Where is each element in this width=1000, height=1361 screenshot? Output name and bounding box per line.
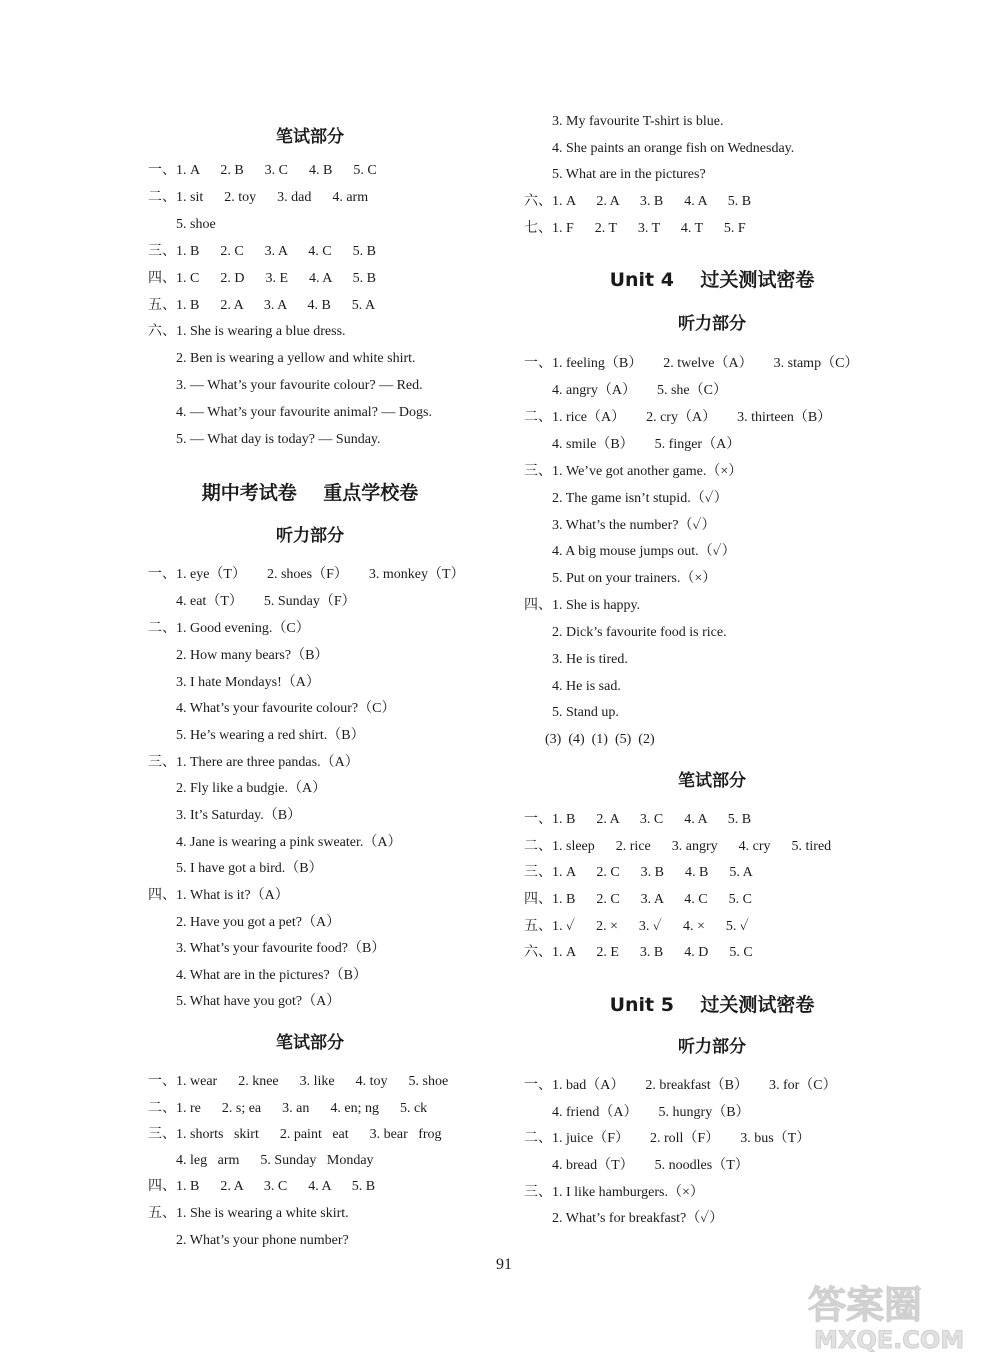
- answer-line: 3. — What’s your favourite colour? — Red.: [148, 378, 423, 393]
- answer-line: 二、1. rice（A） 2. cry（A） 3. thirteen（B）: [524, 410, 832, 425]
- answer-line: 一、1. eye（T） 2. shoes（F） 3. monkey（T）: [148, 567, 465, 582]
- answer-line: 4. What are in the pictures?（B）: [148, 968, 368, 983]
- answer-line: 二、1. sit 2. toy 3. dad 4. arm: [148, 190, 369, 205]
- answer-line: 四、1. What is it?（A）: [148, 888, 289, 903]
- watermark-logo: [800, 1270, 995, 1355]
- answer-line: 4. What’s your favourite colour?（C）: [148, 701, 396, 716]
- answer-line: 五、1. She is wearing a white skirt.: [148, 1206, 349, 1221]
- answer-line: 六、1. A 2. E 3. B 4. D 5. C: [524, 945, 753, 960]
- answer-line: 二、1. re 2. s; ea 3. an 4. en; ng 5. ck: [148, 1101, 428, 1116]
- answer-line: 3. I hate Mondays!（A）: [148, 675, 320, 690]
- answer-line: 三、1. There are three pandas.（A）: [148, 755, 359, 770]
- answer-line: 5. I have got a bird.（B）: [148, 861, 323, 876]
- answer-line: 5. Put on your trainers.（×）: [524, 571, 717, 586]
- answer-line: 4. leg arm 5. Sunday Monday: [148, 1153, 374, 1168]
- answer-line: 四、1. B 2. C 3. A 4. C 5. C: [524, 892, 752, 907]
- answer-line: 一、1. B 2. A 3. C 4. A 5. B: [524, 812, 752, 827]
- answer-line: 一、1. bad（A） 2. breakfast（B） 3. for（C）: [524, 1078, 837, 1093]
- answer-line: 一、1. feeling（B） 2. twelve（A） 3. stamp（C）: [524, 356, 859, 371]
- answer-line: 2. Have you got a pet?（A）: [148, 915, 341, 930]
- answer-line: 4. She paints an orange fish on Wednesday.: [524, 141, 795, 156]
- answer-line: 一、1. A 2. B 3. C 4. B 5. C: [148, 163, 377, 178]
- answer-line: 三、1. shorts skirt 2. paint eat 3. bear frog: [148, 1127, 442, 1142]
- watermark-text-url: MXQE.COM: [814, 1326, 965, 1354]
- answer-line: 3. What’s your favourite food?（B）: [148, 941, 386, 956]
- answer-line: 2. What’s for breakfast?（✓）: [524, 1211, 724, 1226]
- answer-line: 4. friend（A） 5. hungry（B）: [524, 1105, 750, 1120]
- section-title: 期中考试卷 重点学校卷: [201, 482, 419, 504]
- answer-line: 4. smile（B） 5. finger（A）: [524, 437, 741, 452]
- answer-line: 二、1. sleep 2. rice 3. angry 4. cry 5. tired: [524, 839, 832, 854]
- answer-line: 5. Stand up.: [524, 705, 619, 720]
- answer-line: 四、1. She is happy.: [524, 598, 641, 613]
- answer-line: 2. The game isn’t stupid.（✓）: [524, 491, 728, 506]
- answer-line: 4. Jane is wearing a pink sweater.（A）: [148, 835, 402, 850]
- answer-line: 五、1. B 2. A 3. A 4. B 5. A: [148, 298, 376, 313]
- answer-line: 5. shoe: [148, 217, 216, 232]
- answer-line: 4. eat（T） 5. Sunday（F）: [148, 594, 356, 609]
- answer-line: 2. What’s your phone number?: [148, 1233, 349, 1248]
- answer-line: 2. Ben is wearing a yellow and white shirt.: [148, 351, 416, 366]
- answer-line: 七、1. F 2. T 3. T 4. T 5. F: [524, 221, 746, 236]
- section-title: Unit 4 过关测试密卷: [609, 269, 815, 291]
- answer-line: 二、1. Good evening.（C）: [148, 621, 310, 636]
- answer-line: 2. Dick’s favourite food is rice.: [524, 625, 727, 640]
- answer-line: 四、1. C 2. D 3. E 4. A 5. B: [148, 271, 376, 286]
- answer-line: 六、1. She is wearing a blue dress.: [148, 324, 346, 339]
- section-title: Unit 5 过关测试密卷: [609, 994, 815, 1016]
- answer-line: 二、1. juice（F） 2. roll（F） 3. bus（T）: [524, 1131, 811, 1146]
- section-heading: 笔试部分: [276, 1033, 344, 1053]
- answer-line: 5. What have you got?（A）: [148, 994, 341, 1009]
- answer-line: (3) (4) (1) (5) (2): [524, 732, 655, 747]
- section-heading: 笔试部分: [276, 127, 344, 147]
- answer-line: 六、1. A 2. A 3. B 4. A 5. B: [524, 194, 752, 209]
- answer-line: 三、1. We’ve got another game.（×）: [524, 464, 743, 479]
- answer-line: 五、1. ✓ 2. × 3. ✓ 4. × 5. ✓: [524, 919, 749, 934]
- answer-line: 3. My favourite T-shirt is blue.: [524, 114, 724, 129]
- answer-line: 四、1. B 2. A 3. C 4. A 5. B: [148, 1179, 376, 1194]
- answer-line: 三、1. B 2. C 3. A 4. C 5. B: [148, 244, 376, 259]
- answer-line: 4. A big mouse jumps out.（✓）: [524, 544, 736, 559]
- answer-line: 4. angry（A） 5. she（C）: [524, 383, 727, 398]
- answer-line: 三、1. I like hamburgers.（×）: [524, 1185, 704, 1200]
- answer-line: 三、1. A 2. C 3. B 4. B 5. A: [524, 865, 753, 880]
- answer-line: 3. What’s the number?（✓）: [524, 518, 716, 533]
- answer-line: 5. — What day is today? — Sunday.: [148, 432, 381, 447]
- section-heading: 听力部分: [678, 314, 746, 334]
- answer-line: 5. What are in the pictures?: [524, 167, 706, 182]
- answer-line: 2. How many bears?（B）: [148, 648, 329, 663]
- answer-line: 一、1. wear 2. knee 3. like 4. toy 5. shoe: [148, 1074, 449, 1089]
- answer-line: 4. — What’s your favourite animal? — Dogs.: [148, 405, 432, 420]
- answer-line: 3. He is tired.: [524, 652, 628, 667]
- section-heading: 笔试部分: [678, 771, 746, 791]
- watermark-text-cn: 答案圈: [808, 1283, 923, 1327]
- section-heading: 听力部分: [678, 1037, 746, 1057]
- section-heading: 听力部分: [276, 526, 344, 546]
- answer-line: 4. bread（T） 5. noodles（T）: [524, 1158, 749, 1173]
- answer-line: 2. Fly like a budgie.（A）: [148, 781, 327, 796]
- answer-line: 5. He’s wearing a red shirt.（B）: [148, 728, 365, 743]
- answer-line: 4. He is sad.: [524, 679, 621, 694]
- page-number: 91: [496, 1256, 512, 1273]
- answer-line: 3. It’s Saturday.（B）: [148, 808, 302, 823]
